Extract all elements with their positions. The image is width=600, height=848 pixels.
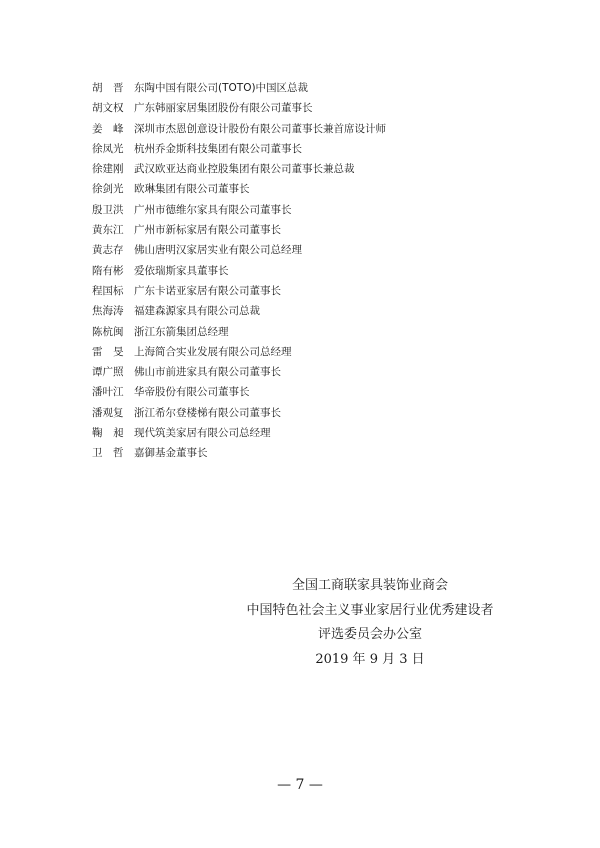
member-title: 浙江希尔登楼梯有限公司董事长	[134, 406, 281, 419]
member-title: 佛山市前进家具有限公司董事长	[134, 366, 281, 379]
roster-row	[92, 139, 552, 159]
member-title: 福建森源家具有限公司总裁	[134, 305, 260, 318]
roster-row	[92, 322, 552, 342]
roster-row	[92, 261, 552, 281]
member-name: 胡 晋	[92, 82, 124, 94]
member-title: 佛山唐明汉家居实业有限公司总经理	[134, 244, 302, 257]
roster-row	[92, 443, 552, 463]
roster-row	[92, 423, 552, 443]
member-title: 浙江东箭集团总经理	[134, 325, 229, 338]
member-name: 鞠 昶	[92, 427, 124, 440]
member-name: 卫 哲	[92, 447, 124, 460]
roster-row	[92, 301, 552, 321]
issuer-org-line-3: 评选委员会办公室	[317, 627, 422, 642]
member-name: 徐建刚	[92, 163, 124, 176]
member-name: 黄志存	[92, 244, 124, 257]
member-name: 陈杭闽	[92, 325, 124, 338]
member-name: 黄东江	[92, 224, 124, 237]
member-title: 杭州乔金斯科技集团有限公司董事长	[134, 142, 302, 155]
member-name: 姜 峰	[92, 122, 124, 135]
issuer-signature-block	[200, 574, 540, 672]
member-title: 武汉欧亚达商业控股集团有限公司董事长兼总裁	[134, 163, 355, 176]
member-roster	[92, 78, 552, 464]
member-name: 程国标	[92, 284, 124, 297]
roster-row	[92, 342, 552, 362]
member-name: 隋有彬	[92, 264, 124, 277]
roster-row	[92, 78, 552, 98]
roster-row	[92, 98, 552, 118]
roster-row	[92, 119, 552, 139]
roster-row	[92, 159, 552, 179]
member-title: 广州市新标家居有限公司董事长	[134, 224, 281, 237]
member-title: 广州市德维尔家具有限公司董事长	[134, 203, 292, 216]
roster-row	[92, 382, 552, 402]
member-name: 徐剑光	[92, 183, 124, 196]
roster-row	[92, 362, 552, 382]
roster-row	[92, 220, 552, 240]
member-name: 雷 旻	[92, 345, 124, 358]
issuer-org-line-1: 全国工商联家具装饰业商会	[291, 578, 448, 593]
member-title: 上海简合实业发展有限公司总经理	[134, 345, 292, 358]
member-title: 广东韩丽家居集团股份有限公司董事长	[134, 102, 313, 115]
member-title: 爱依瑞斯家具董事长	[134, 264, 229, 277]
issue-date: 2019 年 9 月 3 日	[315, 651, 425, 667]
member-title: 华帝股份有限公司董事长	[134, 386, 250, 399]
roster-row	[92, 240, 552, 260]
member-name: 谭广照	[92, 366, 124, 379]
page-number: — 7 —	[277, 777, 323, 793]
member-name: 潘观复	[92, 406, 124, 419]
member-title: 广东卡诺亚家居有限公司董事长	[134, 284, 281, 297]
roster-row	[92, 179, 552, 199]
roster-row	[92, 281, 552, 301]
member-title: 欧琳集团有限公司董事长	[134, 183, 250, 196]
member-name: 胡文权	[92, 102, 124, 115]
member-title: 现代筑美家居有限公司总经理	[134, 427, 271, 440]
member-name: 潘叶江	[92, 386, 124, 399]
roster-row	[92, 200, 552, 220]
roster-row	[92, 403, 552, 423]
member-title: 东陶中国有限公司(TOTO)中国区总裁	[134, 82, 309, 94]
member-name: 殷卫洪	[92, 203, 124, 216]
issuer-org-line-2: 中国特色社会主义事业家居行业优秀建设者	[246, 602, 494, 618]
member-title: 深圳市杰恩创意设计股份有限公司董事长兼首席设计师	[134, 122, 386, 135]
member-name: 焦海涛	[92, 305, 124, 318]
member-title: 嘉御基金董事长	[134, 447, 208, 460]
member-name: 徐凤光	[92, 142, 124, 155]
